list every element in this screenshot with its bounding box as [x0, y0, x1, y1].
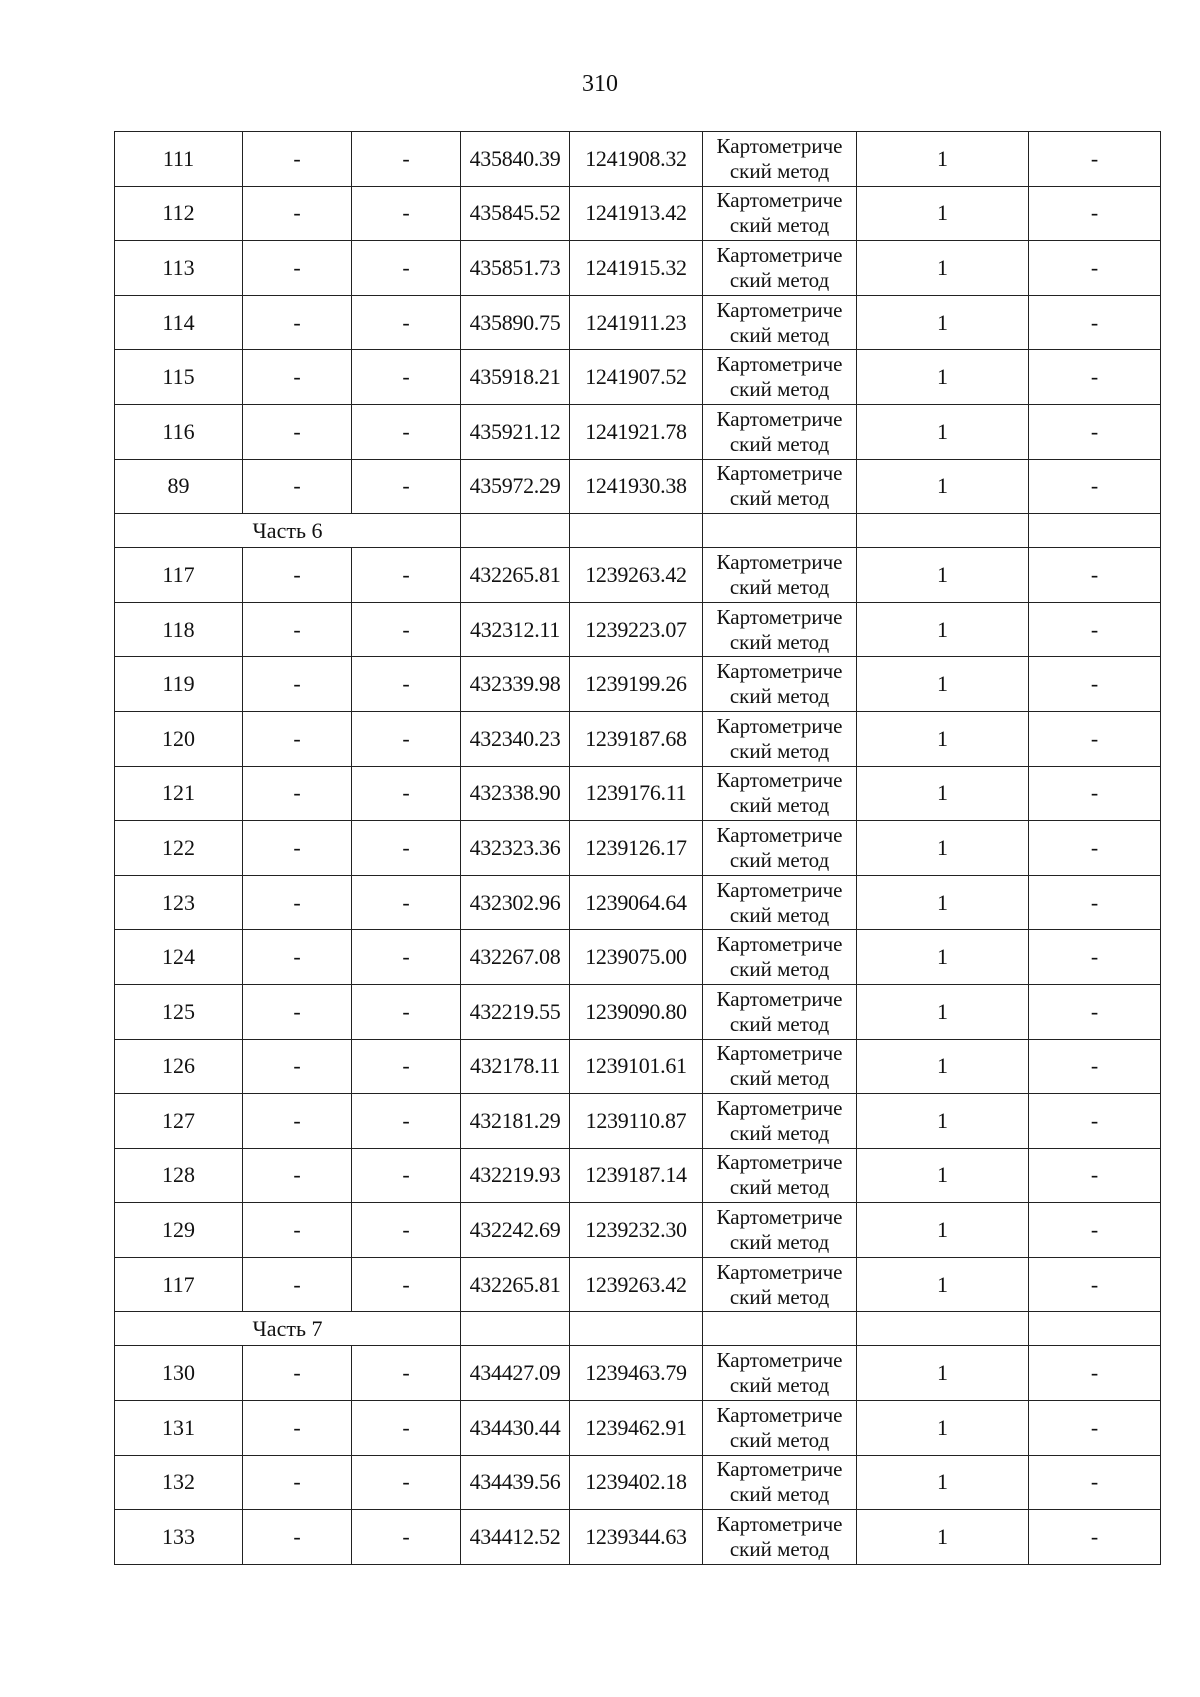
x-coordinate-cell: 432338.90 [461, 766, 570, 821]
col3-cell: - [352, 548, 461, 603]
accuracy-cell: 1 [857, 295, 1029, 350]
method-cell [703, 984, 857, 1039]
method-line-2: ский метод [729, 1230, 830, 1255]
x-coordinate-cell: 432178.11 [461, 1039, 570, 1094]
empty-cell [857, 1312, 1029, 1346]
last-col-cell: - [1029, 766, 1161, 821]
method-cell [703, 1203, 857, 1258]
empty-cell [703, 1312, 857, 1346]
y-coordinate-cell: 1241907.52 [570, 350, 703, 405]
col3-cell: - [352, 1510, 461, 1565]
point-id-cell: 128 [115, 1148, 243, 1203]
table-row [115, 1455, 1161, 1510]
method-line-1: Картометриче [716, 1348, 843, 1373]
table-row [115, 295, 1161, 350]
last-col-cell: - [1029, 602, 1161, 657]
col2-cell: - [243, 241, 352, 296]
point-id-cell: 127 [115, 1094, 243, 1149]
col2-cell: - [243, 930, 352, 985]
method-cell [703, 350, 857, 405]
point-id-cell: 112 [115, 186, 243, 241]
method-line-1: Картометриче [716, 1150, 843, 1175]
method-cell [703, 1346, 857, 1401]
table-row [115, 766, 1161, 821]
last-col-cell: - [1029, 657, 1161, 712]
point-id-cell: 129 [115, 1203, 243, 1258]
col3-cell: - [352, 350, 461, 405]
col3-cell: - [352, 1257, 461, 1312]
y-coordinate-cell: 1239402.18 [570, 1455, 703, 1510]
x-coordinate-cell: 432265.81 [461, 548, 570, 603]
y-coordinate-cell: 1239463.79 [570, 1346, 703, 1401]
y-coordinate-cell: 1241915.32 [570, 241, 703, 296]
col3-cell: - [352, 1148, 461, 1203]
method-line-2: ский метод [729, 267, 830, 292]
point-id-cell: 132 [115, 1455, 243, 1510]
method-line-2: ский метод [729, 1537, 830, 1562]
last-col-cell: - [1029, 875, 1161, 930]
table-row [115, 459, 1161, 514]
method-cell [703, 657, 857, 712]
method-cell [703, 875, 857, 930]
method-line-2: ский метод [729, 1175, 830, 1200]
accuracy-cell: 1 [857, 657, 1029, 712]
method-line-1: Картометриче [716, 461, 843, 486]
table-row [115, 404, 1161, 459]
col3-cell: - [352, 602, 461, 657]
accuracy-cell: 1 [857, 1401, 1029, 1456]
section-row [115, 1312, 1161, 1346]
col3-cell: - [352, 404, 461, 459]
method-line-2: ский метод [729, 213, 830, 238]
table-row [115, 241, 1161, 296]
col2-cell: - [243, 766, 352, 821]
empty-cell [570, 1312, 703, 1346]
table-row [115, 1510, 1161, 1565]
x-coordinate-cell: 432340.23 [461, 711, 570, 766]
method-cell [703, 1094, 857, 1149]
table-body [115, 132, 1161, 1565]
col3-cell: - [352, 984, 461, 1039]
point-id-cell: 111 [115, 132, 243, 187]
table-row [115, 548, 1161, 603]
x-coordinate-cell: 435845.52 [461, 186, 570, 241]
method-cell [703, 459, 857, 514]
section-label: Часть 6 [115, 514, 461, 548]
method-line-1: Картометриче [716, 877, 843, 902]
section-label: Часть 7 [115, 1312, 461, 1346]
method-line-2: ский метод [729, 574, 830, 599]
empty-cell [570, 514, 703, 548]
accuracy-cell: 1 [857, 1455, 1029, 1510]
x-coordinate-cell: 432181.29 [461, 1094, 570, 1149]
accuracy-cell: 1 [857, 1148, 1029, 1203]
y-coordinate-cell: 1241930.38 [570, 459, 703, 514]
accuracy-cell: 1 [857, 821, 1029, 876]
col2-cell: - [243, 1257, 352, 1312]
table-row [115, 132, 1161, 187]
last-col-cell: - [1029, 1039, 1161, 1094]
empty-cell [461, 1312, 570, 1346]
method-cell [703, 295, 857, 350]
col3-cell: - [352, 1455, 461, 1510]
table-row [115, 821, 1161, 876]
method-cell [703, 241, 857, 296]
method-line-2: ский метод [729, 1011, 830, 1036]
col2-cell: - [243, 459, 352, 514]
accuracy-cell: 1 [857, 132, 1029, 187]
method-line-1: Картометриче [716, 1041, 843, 1066]
y-coordinate-cell: 1239263.42 [570, 1257, 703, 1312]
col3-cell: - [352, 1094, 461, 1149]
y-coordinate-cell: 1239075.00 [570, 930, 703, 985]
point-id-cell: 118 [115, 602, 243, 657]
method-line-2: ский метод [729, 322, 830, 347]
method-line-2: ский метод [729, 793, 830, 818]
accuracy-cell: 1 [857, 548, 1029, 603]
method-line-1: Картометриче [716, 242, 843, 267]
col3-cell: - [352, 657, 461, 712]
last-col-cell: - [1029, 1257, 1161, 1312]
col3-cell: - [352, 1039, 461, 1094]
col2-cell: - [243, 1094, 352, 1149]
method-line-2: ский метод [729, 486, 830, 511]
col3-cell: - [352, 1401, 461, 1456]
x-coordinate-cell: 435890.75 [461, 295, 570, 350]
x-coordinate-cell: 432323.36 [461, 821, 570, 876]
col3-cell: - [352, 821, 461, 876]
method-cell [703, 602, 857, 657]
col2-cell: - [243, 984, 352, 1039]
col2-cell: - [243, 1148, 352, 1203]
point-id-cell: 89 [115, 459, 243, 514]
method-cell [703, 404, 857, 459]
point-id-cell: 119 [115, 657, 243, 712]
method-line-1: Картометриче [716, 406, 843, 431]
table-row [115, 657, 1161, 712]
table-row [115, 930, 1161, 985]
method-cell [703, 711, 857, 766]
method-line-1: Картометриче [716, 986, 843, 1011]
col3-cell: - [352, 295, 461, 350]
last-col-cell: - [1029, 821, 1161, 876]
col2-cell: - [243, 1510, 352, 1565]
x-coordinate-cell: 432242.69 [461, 1203, 570, 1258]
method-line-1: Картометриче [716, 1512, 843, 1537]
point-id-cell: 130 [115, 1346, 243, 1401]
accuracy-cell: 1 [857, 350, 1029, 405]
empty-cell [703, 514, 857, 548]
y-coordinate-cell: 1239199.26 [570, 657, 703, 712]
table-row [115, 1257, 1161, 1312]
method-line-2: ский метод [729, 158, 830, 183]
y-coordinate-cell: 1239110.87 [570, 1094, 703, 1149]
last-col-cell: - [1029, 930, 1161, 985]
point-id-cell: 117 [115, 548, 243, 603]
method-cell [703, 821, 857, 876]
last-col-cell: - [1029, 711, 1161, 766]
empty-cell [1029, 514, 1161, 548]
col2-cell: - [243, 657, 352, 712]
y-coordinate-cell: 1239101.61 [570, 1039, 703, 1094]
col3-cell: - [352, 459, 461, 514]
point-id-cell: 115 [115, 350, 243, 405]
table-row [115, 350, 1161, 405]
accuracy-cell: 1 [857, 459, 1029, 514]
last-col-cell: - [1029, 241, 1161, 296]
last-col-cell: - [1029, 1455, 1161, 1510]
col2-cell: - [243, 602, 352, 657]
method-line-2: ский метод [729, 738, 830, 763]
method-line-1: Картометриче [716, 1457, 843, 1482]
method-line-1: Картометриче [716, 1259, 843, 1284]
method-line-2: ский метод [729, 1373, 830, 1398]
col2-cell: - [243, 1203, 352, 1258]
empty-cell [1029, 1312, 1161, 1346]
accuracy-cell: 1 [857, 1510, 1029, 1565]
method-line-1: Картометриче [716, 1095, 843, 1120]
method-cell [703, 1401, 857, 1456]
point-id-cell: 124 [115, 930, 243, 985]
col3-cell: - [352, 875, 461, 930]
accuracy-cell: 1 [857, 241, 1029, 296]
accuracy-cell: 1 [857, 766, 1029, 821]
method-cell [703, 1455, 857, 1510]
col2-cell: - [243, 1039, 352, 1094]
method-line-2: ский метод [729, 1066, 830, 1091]
y-coordinate-cell: 1241911.23 [570, 295, 703, 350]
y-coordinate-cell: 1239064.64 [570, 875, 703, 930]
point-id-cell: 126 [115, 1039, 243, 1094]
point-id-cell: 123 [115, 875, 243, 930]
y-coordinate-cell: 1239187.68 [570, 711, 703, 766]
point-id-cell: 133 [115, 1510, 243, 1565]
table-row [115, 984, 1161, 1039]
table-row [115, 1346, 1161, 1401]
x-coordinate-cell: 435851.73 [461, 241, 570, 296]
col2-cell: - [243, 1455, 352, 1510]
last-col-cell: - [1029, 1401, 1161, 1456]
accuracy-cell: 1 [857, 711, 1029, 766]
last-col-cell: - [1029, 1203, 1161, 1258]
col2-cell: - [243, 1401, 352, 1456]
method-line-2: ский метод [729, 629, 830, 654]
accuracy-cell: 1 [857, 1257, 1029, 1312]
col3-cell: - [352, 241, 461, 296]
method-line-2: ский метод [729, 1427, 830, 1452]
point-id-cell: 125 [115, 984, 243, 1039]
x-coordinate-cell: 434439.56 [461, 1455, 570, 1510]
last-col-cell: - [1029, 1148, 1161, 1203]
x-coordinate-cell: 432265.81 [461, 1257, 570, 1312]
method-cell [703, 186, 857, 241]
point-id-cell: 116 [115, 404, 243, 459]
last-col-cell: - [1029, 459, 1161, 514]
method-cell [703, 548, 857, 603]
last-col-cell: - [1029, 350, 1161, 405]
y-coordinate-cell: 1241908.32 [570, 132, 703, 187]
col2-cell: - [243, 711, 352, 766]
method-line-2: ский метод [729, 1284, 830, 1309]
col3-cell: - [352, 930, 461, 985]
accuracy-cell: 1 [857, 186, 1029, 241]
x-coordinate-cell: 432219.55 [461, 984, 570, 1039]
page-number: 310 [582, 71, 618, 97]
accuracy-cell: 1 [857, 1039, 1029, 1094]
col3-cell: - [352, 1346, 461, 1401]
x-coordinate-cell: 435921.12 [461, 404, 570, 459]
accuracy-cell: 1 [857, 404, 1029, 459]
col2-cell: - [243, 875, 352, 930]
method-line-1: Картометриче [716, 133, 843, 158]
method-line-2: ский метод [729, 684, 830, 709]
point-id-cell: 131 [115, 1401, 243, 1456]
col2-cell: - [243, 548, 352, 603]
table-row [115, 602, 1161, 657]
point-id-cell: 122 [115, 821, 243, 876]
y-coordinate-cell: 1239344.63 [570, 1510, 703, 1565]
col2-cell: - [243, 186, 352, 241]
point-id-cell: 120 [115, 711, 243, 766]
last-col-cell: - [1029, 404, 1161, 459]
method-line-2: ский метод [729, 847, 830, 872]
table-row [115, 875, 1161, 930]
method-cell [703, 1510, 857, 1565]
last-col-cell: - [1029, 1510, 1161, 1565]
table-row [115, 1094, 1161, 1149]
x-coordinate-cell: 435972.29 [461, 459, 570, 514]
x-coordinate-cell: 432219.93 [461, 1148, 570, 1203]
col2-cell: - [243, 404, 352, 459]
method-cell [703, 132, 857, 187]
x-coordinate-cell: 435840.39 [461, 132, 570, 187]
method-line-1: Картометриче [716, 768, 843, 793]
x-coordinate-cell: 434412.52 [461, 1510, 570, 1565]
col3-cell: - [352, 766, 461, 821]
method-line-1: Картометриче [716, 604, 843, 629]
method-line-2: ский метод [729, 431, 830, 456]
accuracy-cell: 1 [857, 1203, 1029, 1258]
col2-cell: - [243, 821, 352, 876]
col3-cell: - [352, 711, 461, 766]
y-coordinate-cell: 1239176.11 [570, 766, 703, 821]
y-coordinate-cell: 1239232.30 [570, 1203, 703, 1258]
col2-cell: - [243, 295, 352, 350]
table-row [115, 711, 1161, 766]
y-coordinate-cell: 1241913.42 [570, 186, 703, 241]
col2-cell: - [243, 132, 352, 187]
accuracy-cell: 1 [857, 984, 1029, 1039]
accuracy-cell: 1 [857, 602, 1029, 657]
method-line-2: ский метод [729, 377, 830, 402]
method-line-1: Картометриче [716, 932, 843, 957]
method-line-2: ский метод [729, 1120, 830, 1145]
y-coordinate-cell: 1239263.42 [570, 548, 703, 603]
method-line-1: Картометриче [716, 713, 843, 738]
table-row [115, 1203, 1161, 1258]
last-col-cell: - [1029, 1346, 1161, 1401]
method-cell [703, 1257, 857, 1312]
method-line-2: ский метод [729, 957, 830, 982]
point-id-cell: 113 [115, 241, 243, 296]
method-line-1: Картометриче [716, 352, 843, 377]
empty-cell [857, 514, 1029, 548]
method-line-1: Картометриче [716, 188, 843, 213]
y-coordinate-cell: 1239462.91 [570, 1401, 703, 1456]
x-coordinate-cell: 432312.11 [461, 602, 570, 657]
y-coordinate-cell: 1239223.07 [570, 602, 703, 657]
method-line-1: Картометриче [716, 1205, 843, 1230]
last-col-cell: - [1029, 548, 1161, 603]
col2-cell: - [243, 1346, 352, 1401]
last-col-cell: - [1029, 132, 1161, 187]
col3-cell: - [352, 186, 461, 241]
col2-cell: - [243, 350, 352, 405]
method-line-1: Картометриче [716, 659, 843, 684]
y-coordinate-cell: 1239090.80 [570, 984, 703, 1039]
col3-cell: - [352, 132, 461, 187]
last-col-cell: - [1029, 295, 1161, 350]
accuracy-cell: 1 [857, 1346, 1029, 1401]
method-line-1: Картометриче [716, 297, 843, 322]
accuracy-cell: 1 [857, 875, 1029, 930]
table-row [115, 186, 1161, 241]
method-line-1: Картометриче [716, 549, 843, 574]
x-coordinate-cell: 434430.44 [461, 1401, 570, 1456]
table-row [115, 1401, 1161, 1456]
accuracy-cell: 1 [857, 930, 1029, 985]
y-coordinate-cell: 1241921.78 [570, 404, 703, 459]
method-line-1: Картометриче [716, 822, 843, 847]
table-row [115, 1148, 1161, 1203]
x-coordinate-cell: 432302.96 [461, 875, 570, 930]
empty-cell [461, 514, 570, 548]
point-id-cell: 117 [115, 1257, 243, 1312]
method-cell [703, 1148, 857, 1203]
section-row [115, 514, 1161, 548]
table-row [115, 1039, 1161, 1094]
method-cell [703, 930, 857, 985]
y-coordinate-cell: 1239187.14 [570, 1148, 703, 1203]
method-line-1: Картометриче [716, 1402, 843, 1427]
point-id-cell: 114 [115, 295, 243, 350]
x-coordinate-cell: 434427.09 [461, 1346, 570, 1401]
point-id-cell: 121 [115, 766, 243, 821]
col3-cell: - [352, 1203, 461, 1258]
coordinates-table [114, 131, 1161, 1565]
method-line-2: ский метод [729, 902, 830, 927]
method-cell [703, 766, 857, 821]
x-coordinate-cell: 432339.98 [461, 657, 570, 712]
x-coordinate-cell: 435918.21 [461, 350, 570, 405]
accuracy-cell: 1 [857, 1094, 1029, 1149]
method-cell [703, 1039, 857, 1094]
last-col-cell: - [1029, 1094, 1161, 1149]
last-col-cell: - [1029, 984, 1161, 1039]
method-line-2: ский метод [729, 1482, 830, 1507]
last-col-cell: - [1029, 186, 1161, 241]
x-coordinate-cell: 432267.08 [461, 930, 570, 985]
y-coordinate-cell: 1239126.17 [570, 821, 703, 876]
